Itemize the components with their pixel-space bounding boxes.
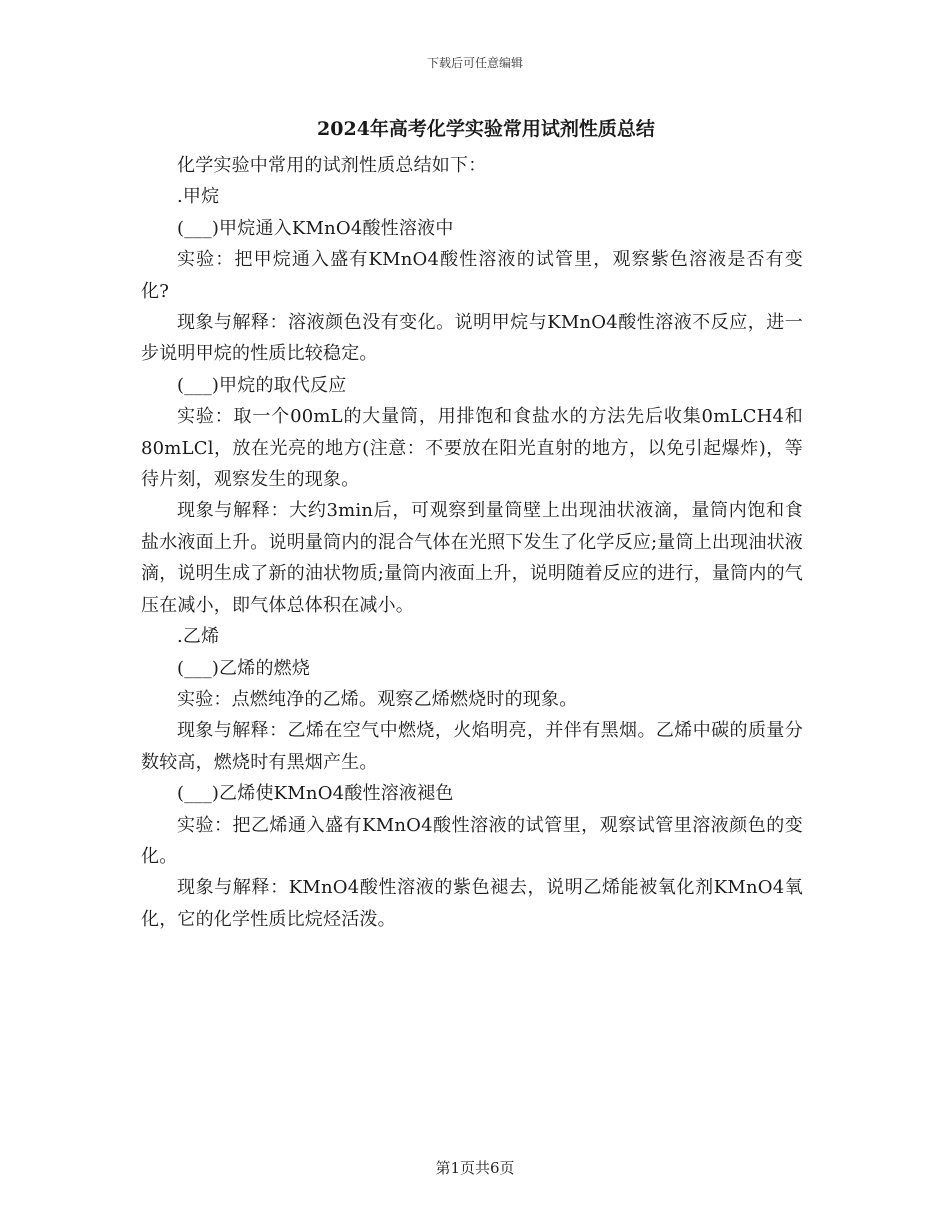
page-footer: 第1页共6页	[435, 1159, 515, 1177]
paragraph: 实验：取一个00mL的大量筒，用排饱和食盐水的方法先后收集0mLCH4和80mLCl，放在光亮的地方(注意：不要放在阳光直射的地方，以免引起爆炸)，等待片刻，观察发生的现象。	[141, 406, 803, 491]
document-body	[141, 150, 803, 935]
paragraph: 实验：把乙烯通入盛有KMnO4酸性溶液的试管里，观察试管里溶液颜色的变化。	[141, 814, 803, 867]
paragraph: 现象与解释：溶液颜色没有变化。说明甲烷与KMnO4酸性溶液不反应，进一步说明甲烷的性质比较稳定。	[141, 312, 803, 365]
paragraph: 实验：点燃纯净的乙烯。观察乙烯燃烧时的现象。	[177, 688, 578, 710]
subsection-heading: (___)甲烷的取代反应	[177, 374, 347, 396]
paragraph: 化学实验中常用的试剂性质总结如下：	[177, 155, 487, 176]
document-title: 2024年高考化学实验常用试剂性质总结	[317, 118, 655, 140]
paragraph: 实验：把甲烷通入盛有KMnO4酸性溶液的试管里，观察紫色溶液是否有变化?	[141, 249, 803, 302]
subsection-heading: (___)乙烯使KMnO4酸性溶液褪色	[177, 783, 454, 805]
paragraph: 现象与解释：大约3min后，可观察到量筒壁上出现油状液滴，量筒内饱和食盐水液面上升。说明量筒内的混合气体在光照下发生了化学反应;量筒上出现油状液滴，说明生成了新的油状物质;量筒内液面上升，说明随着反应的进行，量筒内的气压在减小，即气体总体积在减小。	[141, 500, 803, 616]
subsection-heading: (___)乙烯的燃烧	[177, 657, 311, 679]
page-header: 下载后可任意编辑	[426, 56, 523, 70]
paragraph: 现象与解释：乙烯在空气中燃烧，火焰明亮，并伴有黑烟。乙烯中碳的质量分数较高，燃烧时有黑烟产生。	[141, 720, 803, 773]
section-heading: .甲烷	[177, 186, 220, 208]
paragraph: 现象与解释：KMnO4酸性溶液的紫色褪去，说明乙烯能被氧化剂KMnO4氧化，它的化学性质比烷烃活泼。	[141, 877, 803, 930]
subsection-heading: (___)甲烷通入KMnO4酸性溶液中	[177, 217, 454, 239]
section-heading: .乙烯	[177, 626, 220, 648]
